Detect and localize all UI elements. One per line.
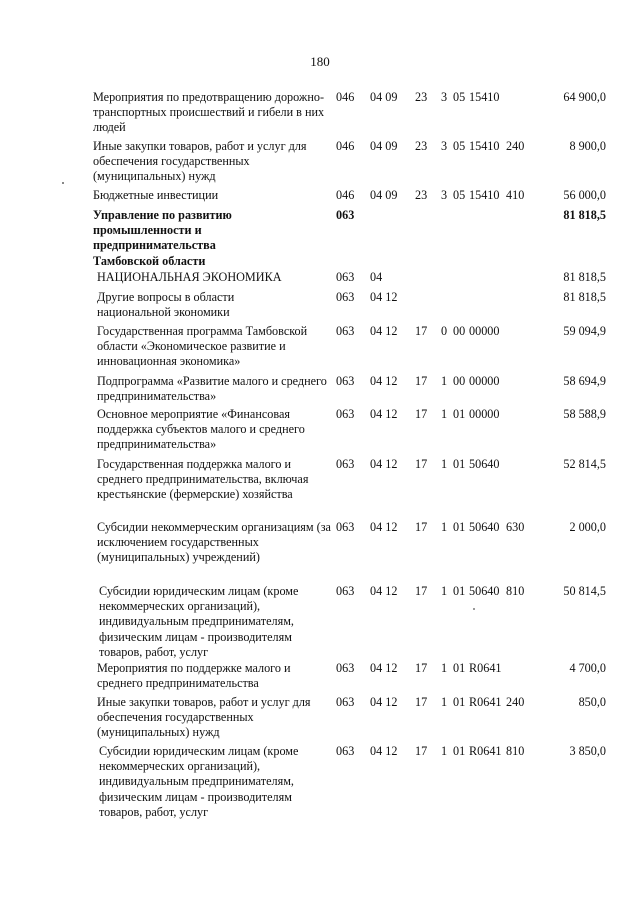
row-section-code: 04 09 [370, 90, 398, 104]
row-amount: 58 588,9 [563, 407, 606, 421]
scan-speck [473, 608, 475, 610]
row-main-activity-code: 05 [453, 90, 466, 104]
row-subprogram-code: 1 [441, 457, 448, 471]
row-name: Иные закупки товаров, работ и услуг для обеспечения государственных (муниципальных) нужд [97, 695, 311, 740]
row-name: Другие вопросы в области национальной экономики [97, 290, 235, 320]
row-name: Субсидии юридическим лицам (кроме некоммерческих организаций), индивидуальным предпринимателям, физическим лицам - производителям товаров, работ, услуг [99, 584, 299, 659]
row-main-activity-code: 05 [453, 139, 466, 153]
row-admin-code: 046 [336, 188, 355, 202]
row-amount: 59 094,9 [563, 324, 606, 338]
row-main-activity-code: 01 [453, 457, 466, 471]
row-program-code: 17 [415, 374, 428, 388]
row-main-activity-code: 00 [453, 374, 466, 388]
row-name: Основное мероприятие «Финансовая поддержка субъектов малого и среднего предпринимательства» [97, 407, 305, 452]
row-main-activity-code: 01 [453, 661, 466, 675]
row-program-code: 17 [415, 695, 428, 709]
row-name: Подпрограмма «Развитие малого и среднего предпринимательства» [97, 374, 327, 404]
scan-speck [62, 182, 64, 184]
row-amount: 8 900,0 [569, 139, 606, 153]
row-program-code: 17 [415, 584, 428, 598]
row-direction-code: 50640 [469, 520, 500, 534]
row-amount: 64 900,0 [563, 90, 606, 104]
row-subprogram-code: 1 [441, 695, 448, 709]
row-admin-code: 063 [336, 374, 355, 388]
row-amount: 81 818,5 [563, 208, 606, 222]
row-admin-code: 063 [336, 457, 355, 471]
row-amount: 81 818,5 [563, 290, 606, 304]
row-direction-code: 50640 [469, 584, 500, 598]
row-program-code: 23 [415, 139, 428, 153]
row-admin-code: 046 [336, 139, 355, 153]
row-amount: 58 694,9 [563, 374, 606, 388]
row-program-code: 17 [415, 457, 428, 471]
row-admin-code: 063 [336, 584, 355, 598]
row-admin-code: 063 [336, 407, 355, 421]
row-subprogram-code: 1 [441, 661, 448, 675]
row-subprogram-code: 3 [441, 90, 448, 104]
row-section-code: 04 12 [370, 407, 398, 421]
row-expense-type-code: 630 [506, 520, 525, 534]
row-program-code: 17 [415, 661, 428, 675]
row-admin-code: 063 [336, 520, 355, 534]
row-name: Иные закупки товаров, работ и услуг для обеспечения государственных (муниципальных) нужд [93, 139, 307, 184]
row-main-activity-code: 05 [453, 188, 466, 202]
row-direction-code: 15410 [469, 139, 500, 153]
row-main-activity-code: 01 [453, 407, 466, 421]
row-expense-type-code: 240 [506, 695, 525, 709]
row-direction-code: 00000 [469, 407, 500, 421]
row-admin-code: 063 [336, 695, 355, 709]
row-subprogram-code: 1 [441, 584, 448, 598]
row-program-code: 17 [415, 407, 428, 421]
row-program-code: 17 [415, 324, 428, 338]
row-expense-type-code: 240 [506, 139, 525, 153]
row-direction-code: 50640 [469, 457, 500, 471]
row-section-code: 04 12 [370, 374, 398, 388]
row-section-code: 04 09 [370, 188, 398, 202]
row-section-code: 04 09 [370, 139, 398, 153]
row-admin-code: 063 [336, 270, 355, 284]
row-main-activity-code: 00 [453, 324, 466, 338]
row-section-code: 04 12 [370, 744, 398, 758]
row-admin-code: 063 [336, 324, 355, 338]
row-section-code: 04 12 [370, 290, 398, 304]
page-number: 180 [310, 54, 330, 69]
row-section-code: 04 12 [370, 584, 398, 598]
row-name: Государственная поддержка малого и среднего предпринимательства, включая крестьянские (фермерские) хозяйства [97, 457, 309, 502]
row-amount: 52 814,5 [563, 457, 606, 471]
row-admin-code: 063 [336, 290, 355, 304]
row-direction-code: R0641 [469, 661, 502, 675]
row-direction-code: R0641 [469, 695, 502, 709]
row-subprogram-code: 1 [441, 374, 448, 388]
row-subprogram-code: 1 [441, 520, 448, 534]
row-name: Субсидии юридическим лицам (кроме некоммерческих организаций), индивидуальным предпринимателям, физическим лицам - производителям товаров, работ, услуг [99, 744, 299, 819]
row-direction-code: 00000 [469, 374, 500, 388]
row-main-activity-code: 01 [453, 520, 466, 534]
row-admin-code: 063 [336, 208, 355, 222]
row-section-code: 04 12 [370, 695, 398, 709]
row-expense-type-code: 810 [506, 584, 525, 598]
row-subprogram-code: 3 [441, 139, 448, 153]
row-program-code: 23 [415, 188, 428, 202]
row-section-code: 04 12 [370, 324, 398, 338]
row-section-code: 04 [370, 270, 383, 284]
row-program-code: 17 [415, 744, 428, 758]
row-subprogram-code: 1 [441, 407, 448, 421]
row-name: Управление по развитию промышленности и предпринимательства Тамбовской области [93, 208, 232, 268]
row-amount: 50 814,5 [563, 584, 606, 598]
row-direction-code: 00000 [469, 324, 500, 338]
row-main-activity-code: 01 [453, 584, 466, 598]
row-section-code: 04 12 [370, 520, 398, 534]
row-name: Мероприятия по поддержке малого и среднего предпринимательства [97, 661, 291, 691]
row-subprogram-code: 0 [441, 324, 448, 338]
row-name: Бюджетные инвестиции [93, 188, 219, 202]
row-program-code: 17 [415, 520, 428, 534]
row-main-activity-code: 01 [453, 744, 466, 758]
row-amount: 3 850,0 [569, 744, 606, 758]
row-direction-code: 15410 [469, 188, 500, 202]
row-program-code: 23 [415, 90, 428, 104]
row-subprogram-code: 1 [441, 744, 448, 758]
row-direction-code: 15410 [469, 90, 500, 104]
row-name: Мероприятия по предотвращению дорожно-транспортных происшествий и гибели в них людей [93, 90, 325, 135]
row-amount: 2 000,0 [569, 520, 606, 534]
row-expense-type-code: 810 [506, 744, 525, 758]
row-subprogram-code: 3 [441, 188, 448, 202]
row-name: Государственная программа Тамбовской области «Экономическое развитие и инновационная экономика» [97, 324, 308, 369]
row-name: Субсидии некоммерческим организациям (за исключением государственных (муниципальных) учреждений) [97, 520, 331, 565]
row-admin-code: 046 [336, 90, 355, 104]
row-expense-type-code: 410 [506, 188, 525, 202]
row-name: НАЦИОНАЛЬНАЯ ЭКОНОМИКА [97, 270, 282, 284]
row-admin-code: 063 [336, 744, 355, 758]
row-section-code: 04 12 [370, 457, 398, 471]
row-amount: 4 700,0 [569, 661, 606, 675]
row-main-activity-code: 01 [453, 695, 466, 709]
row-section-code: 04 12 [370, 661, 398, 675]
row-amount: 56 000,0 [563, 188, 606, 202]
row-direction-code: R0641 [469, 744, 502, 758]
row-amount: 81 818,5 [563, 270, 606, 284]
row-admin-code: 063 [336, 661, 355, 675]
row-amount: 850,0 [578, 695, 606, 709]
